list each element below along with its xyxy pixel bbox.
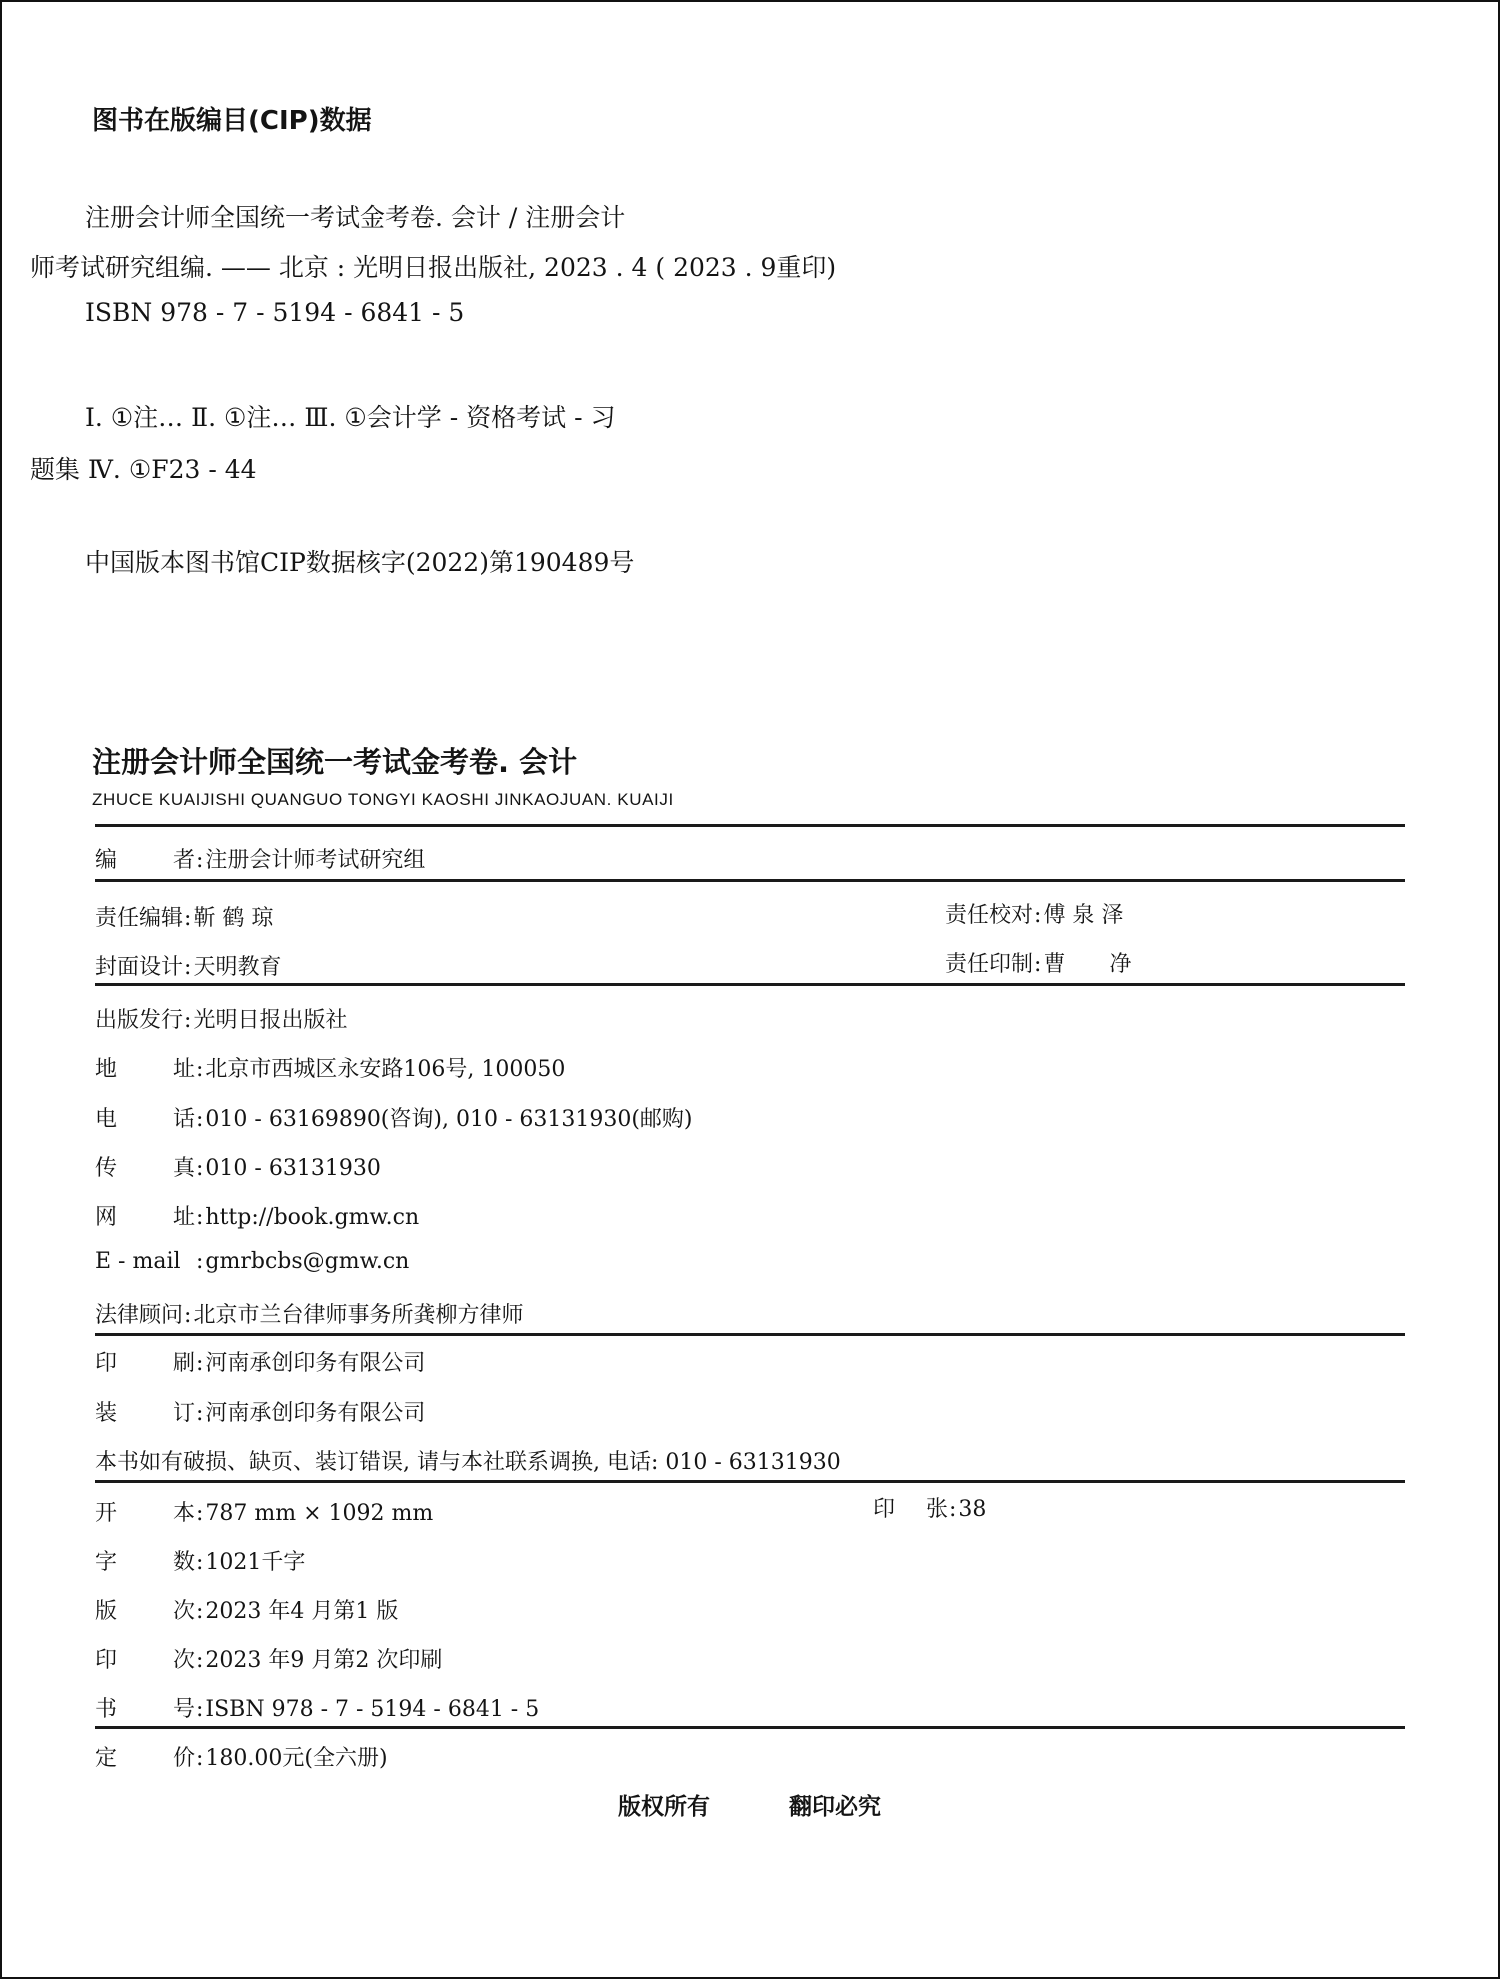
value: 靳 鹤 琼 [193,906,274,931]
row-fax: 传 真 : 010 - 63131930 [95,1156,381,1181]
cip-heading: 图书在版编目(CIP)数据 [92,106,372,136]
row-impression: 印 次 : 2023 年9 月第2 次印刷 [95,1643,442,1674]
cip-line-approval: 中国版本图书馆CIP数据核字(2022)第190489号 [85,548,635,577]
row-email: E - mail : gmrbcbs@gmw.cn [95,1249,410,1274]
value: ISBN 978 - 7 - 5194 - 6841 - 5 [205,1697,540,1722]
row-printer: 印 刷 : 河南承创印务有限公司 [95,1346,425,1377]
row-word-count: 字 数 : 1021千字 [95,1545,305,1576]
book-title-pinyin: ZHUCE KUAIJISHI QUANGUO TONGYI KAOSHI JINKAOJUAN. KUAIJI [92,790,674,809]
copyright-all-rights: 版权所有 [618,1794,710,1820]
row-address: 地 址 : 北京市西城区永安路106号, 100050 [95,1052,565,1083]
row-cover-design: 封面设计 : 天明教育 [95,950,281,981]
row-edition: 版 次 : 2023 年4 月第1 版 [95,1594,398,1625]
row-proofreader: 责任校对 : 傅 泉 泽 [945,898,1123,929]
value: 北京市兰台律师事务所龚柳方律师 [193,1303,524,1328]
value: 北京市西城区永安路106号, 100050 [205,1057,566,1082]
value: 2023 年9 月第2 次印刷 [205,1648,443,1673]
value: 010 - 63131930 [205,1156,381,1181]
value: 天明教育 [193,955,282,980]
cip-line-publisher: 师考试研究组编. —— 北京 : 光明日报出版社, 2023 . 4 ( 2023 . 9重印) [30,253,837,282]
row-editor: 编 者 : 注册会计师考试研究组 [95,843,425,874]
row-sheets: 印 张 : 38 [873,1497,987,1522]
value: 1021千字 [205,1550,306,1575]
value: 光明日报出版社 [193,1008,348,1033]
label: 编 者 [95,848,195,873]
value: 河南承创印务有限公司 [205,1351,426,1376]
row-format: 开 本 : 787 mm × 1092 mm [95,1501,434,1526]
row-responsible-editor: 责任编辑 : 靳 鹤 琼 [95,901,273,932]
divider [95,879,1405,882]
value: 38 [958,1497,987,1522]
website-link[interactable]: http://book.gmw.cn [205,1205,420,1230]
cip-line-classification: Ⅰ. ①注… Ⅱ. ①注… Ⅲ. ①会计学 - 资格考试 - 习 [85,403,616,432]
notice-text: 本书如有破损、缺页、装订错误, 请与本社联系调换, 电话: 010 - 63131930 [95,1450,841,1475]
cip-line-classification-cont: 题集 Ⅳ. ①F23 - 44 [30,455,257,484]
value: 2023 年4 月第1 版 [205,1599,399,1624]
value: 180.00元(全六册) [205,1746,388,1771]
value: 注册会计师考试研究组 [205,848,426,873]
divider [95,983,1405,986]
email-link[interactable]: gmrbcbs@gmw.cn [205,1249,410,1274]
row-print-supervisor: 责任印制 : 曹 净 [945,947,1131,978]
row-legal-counsel: 法律顾问 : 北京市兰台律师事务所龚柳方律师 [95,1298,523,1329]
row-price: 定 价 : 180.00元(全六册) [95,1741,388,1772]
value: 787 mm × 1092 mm [205,1501,434,1526]
divider [95,824,1405,827]
copyright-piracy-warning: 翻印必究 [789,1794,881,1820]
value: 傅 泉 泽 [1043,903,1124,928]
value: 010 - 63169890(咨询), 010 - 63131930(邮购) [205,1107,693,1132]
row-notice [95,1445,841,1476]
row-website: 网 址 : http://book.gmw.cn [95,1205,420,1230]
cip-line-isbn: ISBN 978 - 7 - 5194 - 6841 - 5 [85,298,465,327]
divider [95,1480,1405,1483]
row-publisher: 出版发行 : 光明日报出版社 [95,1003,347,1034]
divider [95,1333,1405,1336]
value: 曹 净 [1043,952,1132,977]
book-title: 注册会计师全国统一考试金考卷. 会计 [92,745,578,779]
row-isbn: 书 号 : ISBN 978 - 7 - 5194 - 6841 - 5 [95,1697,540,1722]
cip-line-title: 注册会计师全国统一考试金考卷. 会计 / 注册会计 [85,203,626,232]
row-phone: 电 话 : 010 - 63169890(咨询), 010 - 63131930(邮购) [95,1102,693,1133]
row-binder: 装 订 : 河南承创印务有限公司 [95,1396,425,1427]
value: 河南承创印务有限公司 [205,1401,426,1426]
divider [95,1726,1405,1729]
